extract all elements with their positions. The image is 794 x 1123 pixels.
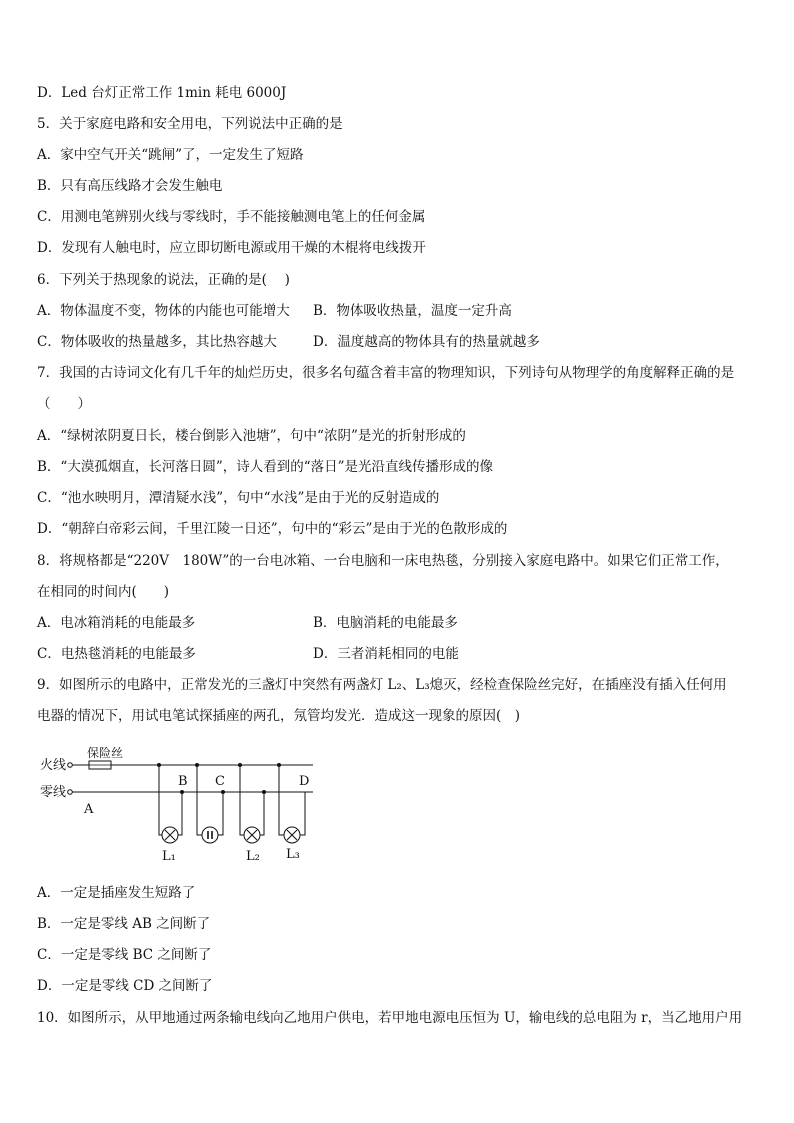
question-5: 5．关于家庭电路和安全用电，下列说法中正确的是 <box>37 116 343 132</box>
question-6: 6．下列关于热现象的说法，正确的是( ) <box>37 272 290 288</box>
option-5b: B．只有高压线路才会发生触电 <box>37 178 223 194</box>
fuse-label: 保险丝 <box>87 746 124 760</box>
question-8: 8．将规格都是“220V 180W”的一台电冰箱、一台电脑和一床电热毯，分别接入家庭电路中。如果它们正常工作， <box>37 553 729 569</box>
option-6c: C．物体吸收的热量越多，其比热容越大 <box>37 334 277 350</box>
option-5c: C．用测电笔辨别火线与零线时，手不能接触测电笔上的任何金属 <box>37 209 426 225</box>
circuit-diagram <box>37 742 327 872</box>
option-7c: C．“池水映明月，潭清疑水浅”，句中“水浅”是由于光的反射造成的 <box>37 490 440 506</box>
option-5d: D．发现有人触电时，应立即切断电源或用干燥的木棍将电线拨开 <box>37 240 426 256</box>
neutral-wire-label: 零线 <box>40 785 67 800</box>
l2-neutral-lead <box>260 792 264 835</box>
option-7a: A．“绿树浓阴夏日长，楼台倒影入池塘”，句中“浓阴”是光的折射形成的 <box>37 428 466 444</box>
question-7: 7．我国的古诗词文化有几千年的灿烂历史，很多名句蕴含着丰富的物理知识，下列诗句从物理学的角度解释正确的是 <box>37 365 735 381</box>
l2-live-lead <box>240 765 244 835</box>
option-7d: D．“朝辞白帝彩云间，千里江陵一日还”，句中的“彩云”是由于光的色散形成的 <box>37 521 508 537</box>
option-9d: D．一定是零线 CD 之间断了 <box>37 978 213 994</box>
l3-live-lead <box>279 765 284 835</box>
option-9b: B．一定是零线 AB 之间断了 <box>37 916 211 932</box>
question-8-cont: 在相同的时间内( ) <box>37 584 170 600</box>
question-7-bracket: （ ） <box>37 396 91 412</box>
option-4d: D．Led 台灯正常工作 1min 耗电 6000J <box>37 85 287 101</box>
point-b-label: B <box>178 774 188 789</box>
option-8b: B．电脑消耗的电能最多 <box>313 615 458 631</box>
option-8d: D．三者消耗相同的电能 <box>313 646 459 662</box>
option-7b: B．“大漠孤烟直，长河落日圆”，诗人看到的“落日”是光沿直线传播形成的像 <box>37 459 494 475</box>
option-8a: A．电冰箱消耗的电能最多 <box>37 615 196 631</box>
question-9: 9．如图所示的电路中，正常发光的三盏灯中突然有两盏灯 L₂、L₃熄灭，经检查保险丝完好，在插座没有插入任何用 <box>37 677 727 693</box>
l1-live-lead <box>159 765 162 835</box>
question-10: 10．如图所示，从甲地通过两条输电线向乙地用户供电，若甲地电源电压恒为 U，输电线的总电阻为 r，当乙地用户用 <box>37 1010 743 1026</box>
live-terminal <box>68 763 73 768</box>
point-d-label: D <box>299 774 310 789</box>
socket-icon <box>202 827 218 843</box>
point-a-label: A <box>84 802 94 817</box>
l1-neutral-lead <box>178 792 182 835</box>
lamp-l3-label: L₃ <box>286 847 300 862</box>
neutral-terminal <box>68 790 73 795</box>
live-wire-label: 火线 <box>40 758 67 773</box>
socket-live-lead <box>197 765 202 835</box>
option-9c: C．一定是零线 BC 之间断了 <box>37 947 212 963</box>
l3-neutral-lead <box>300 792 305 835</box>
option-9a: A．一定是插座发生短路了 <box>37 885 196 901</box>
lamp-l1-label: L₁ <box>162 849 176 864</box>
lamp-l2-label: L₂ <box>246 849 260 864</box>
question-9-cont: 电器的情况下，用试电笔试探插座的两孔，氖管均发光．造成这一现象的原因( ) <box>37 708 521 724</box>
option-6a: A．物体温度不变，物体的内能也可能增大 <box>37 303 290 319</box>
option-6b: B．物体吸收热量，温度一定升高 <box>313 303 512 319</box>
option-5a: A．家中空气开关“跳闸”了，一定发生了短路 <box>37 147 304 163</box>
socket-neutral-lead <box>218 792 223 835</box>
option-6d: D．温度越高的物体具有的热量就越多 <box>313 334 540 350</box>
point-c-label: C <box>215 774 225 789</box>
option-8c: C．电热毯消耗的电能最多 <box>37 646 196 662</box>
